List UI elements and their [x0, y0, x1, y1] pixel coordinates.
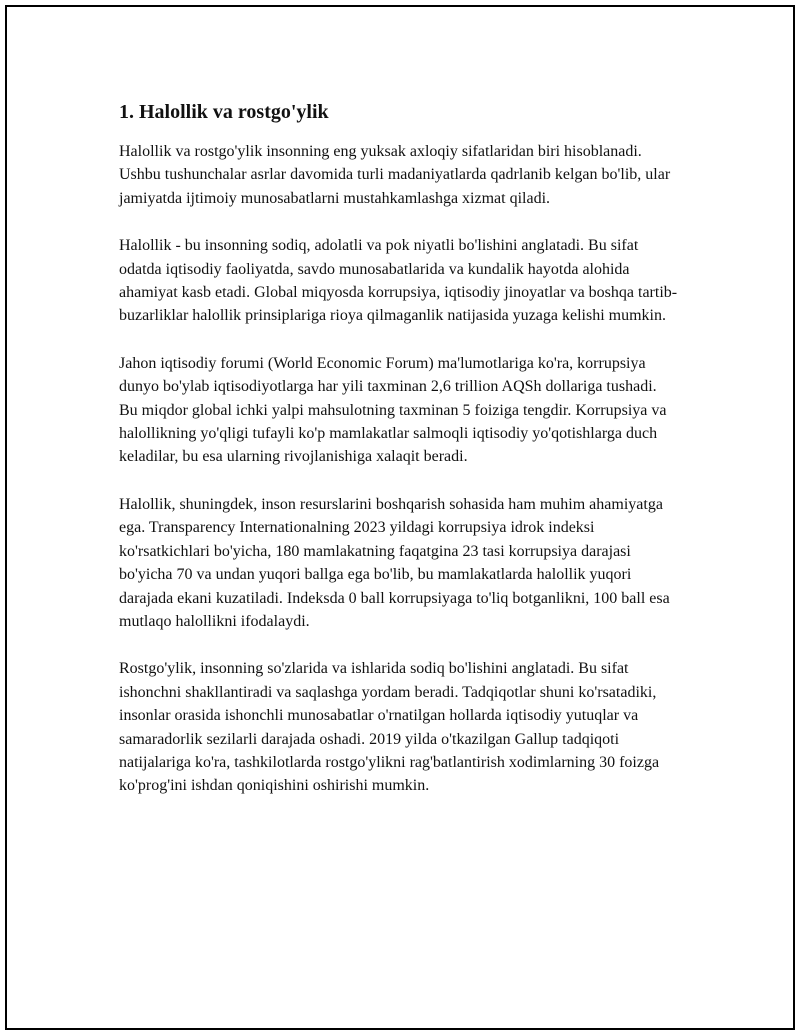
paragraph-3: Jahon iqtisodiy forumi (World Economic Forum) ma'lumotlariga ko'ra, korrupsiya dunyo bo'ylab iqtisodiyotlarga har yili taxminan 2,6 trillion AQSh dollariga tushadi. Bu miqdor global ichki yalpi mahsulotning taxminan 5 foiziga tengdir. Korrupsiya va halollikning yo'qligi tufayli ko'p mamlakatlar salmoqli iqtisodiy yo'qotishlarga duch keladilar, bu esa ularning rivojlanishiga xalaqit beradi. — [119, 354, 667, 466]
paragraph-2: Halollik - bu insonning sodiq, adolatli va pok niyatli bo'lishini anglatadi. Bu sifat odatda iqtisodiy faoliyatda, savdo munosabatlarida va kundalik hayotda alohida ahamiyat kasb etadi. Global miqyosda korrupsiya, iqtisodiy jinoyatlar va boshqa tartib-buzarliklar halollik prinsiplariga rioya qilmaganlik natijasida yuzaga kelishi mumkin. — [119, 237, 678, 325]
section-heading: 1. Halollik va rostgo'ylik — [119, 101, 329, 123]
paragraph-1: Halollik va rostgo'ylik insonning eng yuksak axloqiy sifatlaridan biri hisoblanadi. Ushbu tushunchalar asrlar davomida turli madaniyatlarda qadrlanib kelgan bo'lib, ular jamiyatda ijtimoiy munosabatlarni mustahkamlashga xizmat qiladi. — [119, 143, 671, 207]
paragraph-4: Halollik, shuningdek, inson resurslarini boshqarish sohasida ham muhim ahamiyatga ega. Transparency Internationalning 2023 yildagi korrupsiya idrok indeksi ko'rsatkichlari bo'yicha, 180 mamlakatning faqatgina 23 tasi korrupsiya darajasi bo'yicha 70 va undan yuqori ballga ega bo'lib, bu mamlakatlarda halollik yuqori darajada ekani kuzatiladi. Indeksda 0 ball korrupsiyaga to'liq botganlikni, 100 ball esa mutlaqo halollikni ifodalaydi. — [119, 495, 670, 630]
document-page — [5, 5, 795, 1030]
paragraph-5: Rostgo'ylik, insonning so'zlarida va ishlarida sodiq bo'lishini anglatadi. Bu sifat ishonchni shakllantiradi va saqlashga yordam beradi. Tadqiqotlar shuni ko'rsatadiki, insonlar orasida ishonchli munosabatlar o'rnatilgan hollarda iqtisodiy yutuqlar va samaradorlik sezilarli darajada oshadi. 2019 yilda o'tkazilgan Gallup tadqiqoti natijalariga ko'ra, tashkilotlarda rostgo'ylikni rag'batlantirish xodimlarning 30 foizga ko'prog'ini ishdan qoniqishini oshirishi mumkin. — [119, 660, 660, 795]
document-content — [119, 99, 679, 822]
